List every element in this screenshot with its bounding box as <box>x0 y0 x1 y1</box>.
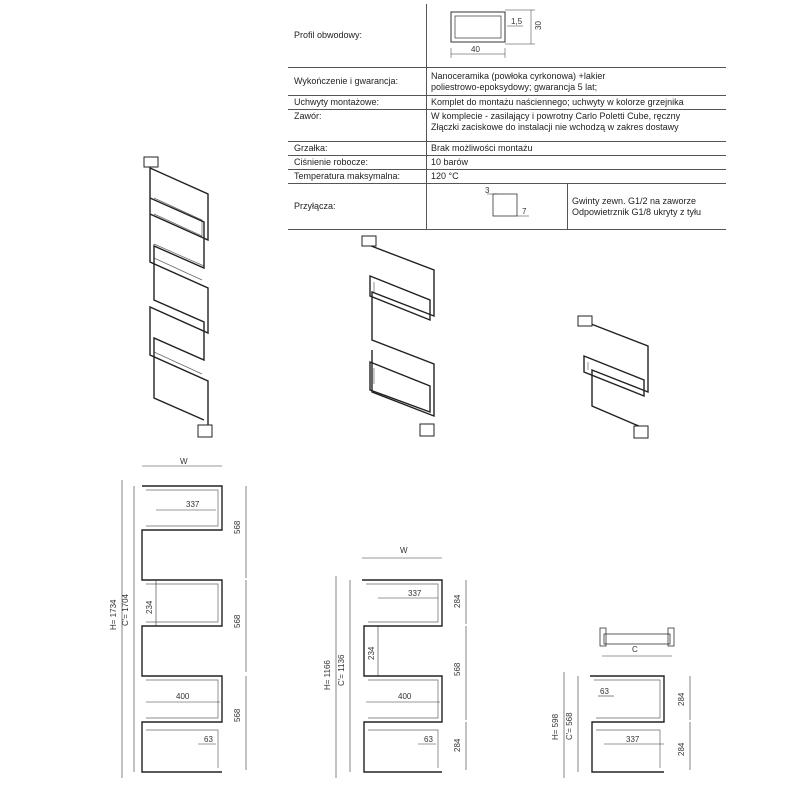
large-dim-337: 337 <box>186 500 200 509</box>
profile-dim-t: 1,5 <box>511 17 523 26</box>
front-radiator-medium <box>323 546 466 778</box>
valve-label: Zawór: <box>288 110 427 142</box>
large-dim-400: 400 <box>176 692 190 701</box>
medium-dim-234: 234 <box>367 646 376 660</box>
small-dim-337: 337 <box>626 735 640 744</box>
large-dim-568a: 568 <box>233 520 242 534</box>
finish-value: Nanoceramika (powłoka cyrkonowa) +lakier poliestrowo-epoksydowy; gwarancja 5 lat; <box>431 70 606 92</box>
medium-dim-h: H= 1166 <box>323 660 332 690</box>
small-dim-284b: 284 <box>677 742 686 756</box>
large-dim-h: H= 1734 <box>109 599 118 630</box>
temp-value: 120 °C <box>431 171 459 181</box>
large-dim-234: 234 <box>145 600 154 614</box>
medium-dim-w: W <box>400 546 408 555</box>
pressure-label: Ciśnienie robocze: <box>288 156 427 170</box>
valve-value: W komplecie - zasilający i powrotny Carlo Poletti Cube, ręczny Złączki zaciskowe do instalacji nie wchodzą w zakres dostawy <box>431 111 681 132</box>
heater-label: Grzałka: <box>288 142 427 156</box>
profile-dim-h: 30 <box>534 21 543 30</box>
medium-dim-568: 568 <box>453 662 462 676</box>
medium-dim-337: 337 <box>408 589 422 598</box>
front-radiator-small <box>551 672 690 778</box>
top-view-small <box>600 628 674 656</box>
connection-dim-b: 7 <box>522 207 527 216</box>
large-dim-568c: 568 <box>233 708 242 722</box>
large-dim-63: 63 <box>204 735 213 744</box>
large-dim-c: C'= 1704 <box>121 594 130 626</box>
connections-value: Gwinty zewn. G1/2 na zaworze Odpowietrznik G1/8 ukryty z tyłu <box>568 184 727 230</box>
mounting-label: Uchwyty montażowe: <box>288 96 427 110</box>
medium-dim-284b: 284 <box>453 738 462 752</box>
medium-dim-c: C'= 1136 <box>337 654 346 686</box>
finish-label: Wykończenie i gwarancja: <box>288 68 427 96</box>
medium-dim-63: 63 <box>424 735 433 744</box>
large-dim-w: W <box>180 457 188 466</box>
iso-radiator-small <box>578 316 648 438</box>
small-dim-h: H= 598 <box>551 713 560 740</box>
small-dim-63: 63 <box>600 687 609 696</box>
profile-dim-w: 40 <box>471 45 480 54</box>
large-dim-568b: 568 <box>233 614 242 628</box>
small-dim-284a: 284 <box>677 692 686 706</box>
iso-radiator-large <box>144 157 212 437</box>
heater-value: Brak możliwości montażu <box>431 143 533 153</box>
small-dim-c-top: C <box>632 645 638 654</box>
small-dim-c: C'= 568 <box>565 712 574 740</box>
medium-dim-284a: 284 <box>453 594 462 608</box>
connections-label: Przyłącza: <box>288 184 427 230</box>
iso-radiator-medium <box>362 236 434 436</box>
temp-label: Temperatura maksymalna: <box>288 170 427 184</box>
medium-dim-400: 400 <box>398 692 412 701</box>
mounting-value: Komplet do montażu naściennego; uchwyty w kolorze grzejnika <box>431 97 684 107</box>
front-radiator-large <box>109 457 246 778</box>
pressure-value: 10 barów <box>431 157 469 167</box>
connection-dim-a: 3 <box>485 186 490 195</box>
profile-label: Profil obwodowy: <box>288 4 427 68</box>
